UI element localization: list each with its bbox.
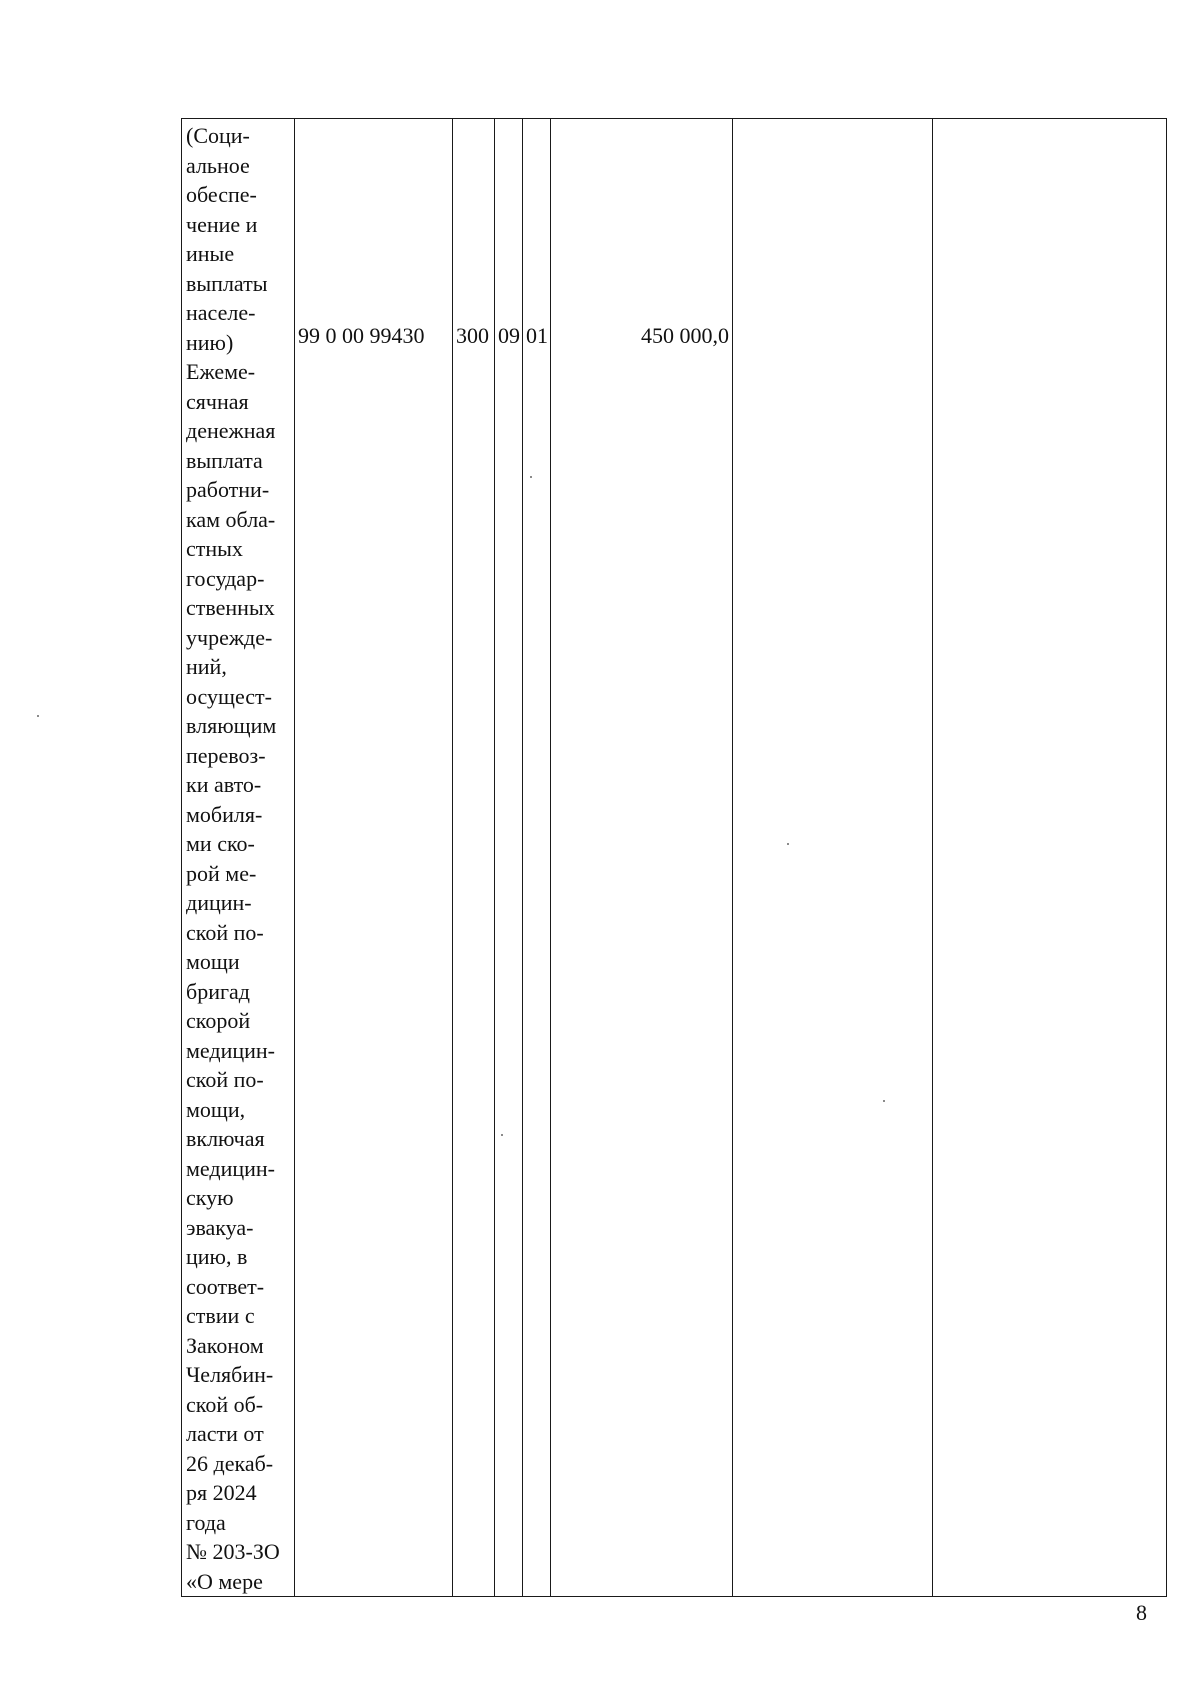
description-line: обеспе- [186,182,257,207]
scan-speck [37,715,39,717]
target-code: 99 0 00 99430 [298,323,425,348]
description-line: нию) [186,329,234,355]
amount-cell [551,119,733,1597]
table-row [182,119,1167,1597]
description-line: 26 декаб- [186,1450,274,1476]
description-line: мобиля- [186,801,263,827]
amount-value: 450 000,0 [641,323,729,348]
description-line: Законом [186,1332,264,1358]
description-line: перевоз- [186,742,266,768]
description-line: ской по- [186,919,264,945]
description-line: скую [186,1185,234,1210]
scan-speck [787,843,789,845]
description-line: Ежеме- [186,359,256,384]
column-7-cell [733,119,933,1597]
description-line: чение и [186,211,258,237]
description-line: ми ско- [186,831,255,856]
description-line: ской по- [186,1067,264,1092]
section-cell [495,119,523,1597]
description-line: стных [186,536,243,561]
description-line: эвакуа- [186,1214,254,1240]
description-line: сячная [186,388,249,414]
description-line: денежная [186,418,276,443]
description-line: мощи [186,949,240,974]
description-line: ствии с [186,1303,255,1328]
description-line: ний, [186,654,227,679]
description-line: вляющим [186,713,277,738]
column-8-cell [933,119,1167,1597]
description-line: ской об- [186,1391,264,1417]
section-code: 09 [498,323,520,348]
description-line: осущест- [186,683,272,709]
description-line: альное [186,152,250,178]
description-line: выплаты [186,270,268,296]
target-code-cell [295,119,453,1597]
description-line: года [186,1509,226,1535]
description-line: включая [186,1126,265,1151]
description-line: кам обла- [186,506,276,532]
description-line: работни- [186,477,270,502]
description-line: дицин- [186,890,252,915]
subsection-code: 01 [526,323,548,348]
description-line: выплата [186,447,263,473]
scan-speck [883,1100,885,1102]
description-line: «О мере [186,1568,263,1594]
description-line: населе- [186,300,256,325]
scan-speck [530,476,532,478]
description-line: государ- [186,565,265,591]
description-line: № 203-ЗО [186,1539,280,1564]
description-line: соответ- [186,1273,265,1299]
description-line: ря 2024 [186,1480,257,1505]
description-line: ки авто- [186,772,262,797]
description-line: ласти от [186,1421,264,1446]
description-line: медицин- [186,1037,276,1063]
description-line: медицин- [186,1155,276,1181]
expense-type-cell [453,119,495,1597]
page-number: 8 [1136,1600,1147,1625]
description-line: Челябин- [186,1362,274,1387]
description-text [186,121,294,1596]
budget-table [181,118,1167,1597]
description-line: ственных [186,595,275,620]
expense-type-code: 300 [456,323,489,348]
scan-speck [501,1134,503,1136]
description-line: цию, в [186,1244,248,1269]
description-line: бригад [186,978,250,1004]
description-line: учрежде- [186,624,273,650]
description-line: мощи, [186,1096,246,1122]
description-line: рой ме- [186,860,257,886]
description-cell [182,119,295,1597]
subsection-cell [523,119,551,1597]
description-line: (Соци- [186,123,250,148]
description-line: иные [186,241,235,266]
description-line: скорой [186,1008,251,1033]
